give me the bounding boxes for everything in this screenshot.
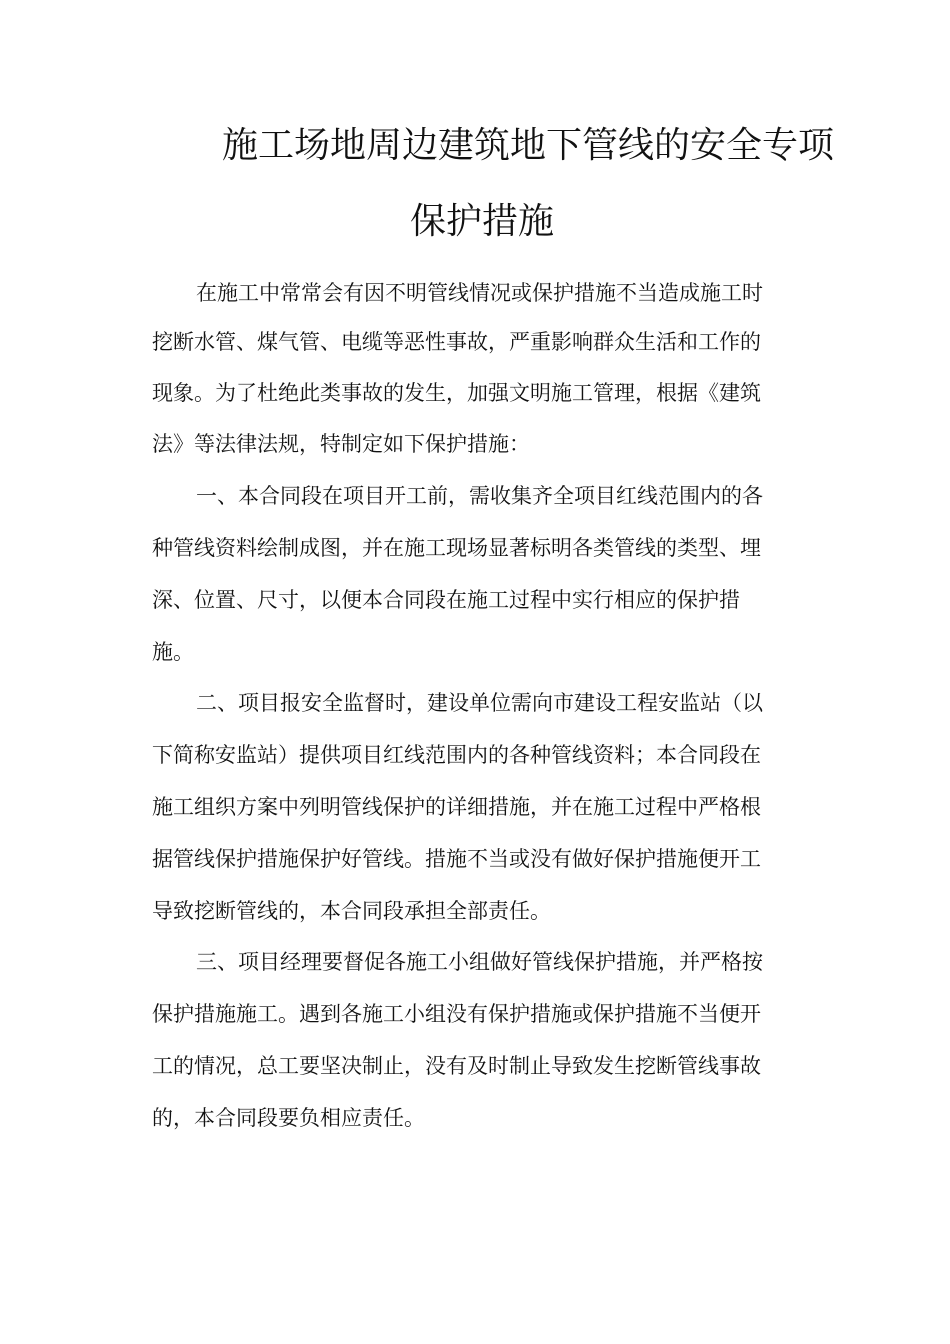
paragraph-3-line-3: 施工组织方案中列明管线保护的详细措施，并在施工过程中严格根 [152,795,761,819]
paragraph-2-line-3: 深、位置、尺寸，以便本合同段在施工过程中实行相应的保护措 [152,588,740,612]
paragraph-2-line-4: 施。 [152,640,194,664]
paragraph-4-line-1: 三、项目经理要督促各施工小组做好管线保护措施，并严格按 [196,950,763,974]
paragraph-1-line-1: 在施工中常常会有因不明管线情况或保护措施不当造成施工时 [196,281,763,305]
paragraph-3-line-1: 二、项目报安全监督时，建设单位需向市建设工程安监站（以 [196,691,763,715]
paragraph-3-line-2: 下简称安监站）提供项目红线范围内的各种管线资料；本合同段在 [152,743,761,767]
paragraph-2-line-1: 一、本合同段在项目开工前，需收集齐全项目红线范围内的各 [196,484,763,508]
paragraph-2-line-2: 种管线资料绘制成图，并在施工现场显著标明各类管线的类型、埋 [152,536,761,560]
document-title-line-1: 施工场地周边建筑地下管线的安全专项 [222,125,835,166]
paragraph-4-line-2: 保护措施施工。遇到各施工小组没有保护措施或保护措施不当便开 [152,1002,761,1026]
paragraph-4-line-4: 的，本合同段要负相应责任。 [152,1106,425,1130]
paragraph-3-line-5: 导致挖断管线的，本合同段承担全部责任。 [152,899,551,923]
paragraph-1-line-4: 法》等法律法规，特制定如下保护措施： [152,432,530,456]
paragraph-3-line-4: 据管线保护措施保护好管线。措施不当或没有做好保护措施便开工 [152,847,761,871]
document-title-line-2: 保护措施 [410,201,555,242]
paragraph-1-line-2: 挖断水管、煤气管、电缆等恶性事故，严重影响群众生活和工作的 [152,330,761,354]
paragraph-1-line-3: 现象。为了杜绝此类事故的发生，加强文明施工管理，根据《建筑 [152,381,761,405]
paragraph-4-line-3: 工的情况，总工要坚决制止，没有及时制止导致发生挖断管线事故 [152,1054,761,1078]
